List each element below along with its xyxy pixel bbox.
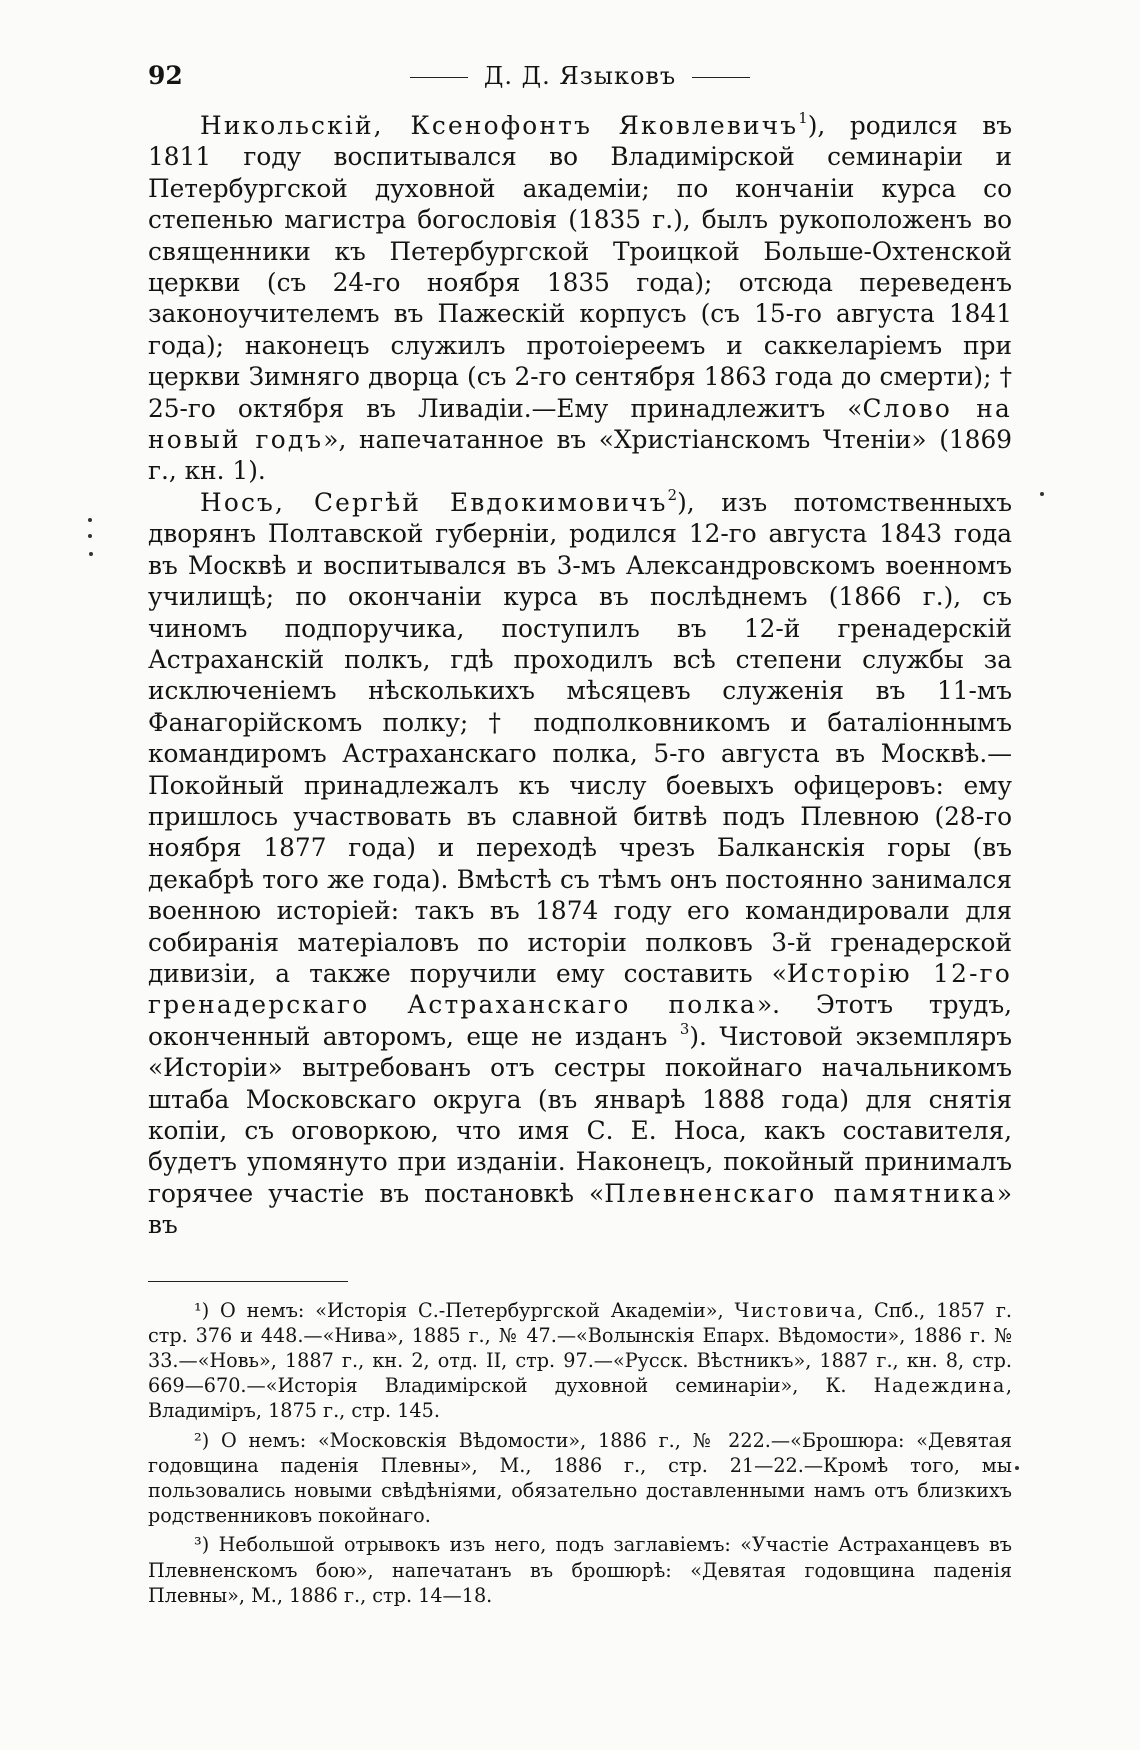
footnote-ref: 3	[679, 1019, 690, 1038]
footnote-author: Чистовича	[734, 1298, 858, 1322]
footnote-text: О немъ: «Московскія Вѣдомости», 1886 г., № 222.—«Брошюра: «Девятая годовщина паденія Плевны», М., 1886 г., стр. 21—22.—Кромѣ того, мы пользовались новыми свѣдѣніями, обязательно доставленными намъ отъ близкихъ родственниковъ покойнаго.	[148, 1428, 1013, 1528]
left-dash-rule	[410, 77, 468, 78]
entry-name: Носъ, Сергѣй Евдокимовичъ	[200, 487, 668, 517]
entry-name: Никольскій, Ксенофонтъ Яковлевичъ	[200, 111, 799, 140]
footnotes	[148, 1298, 1012, 1608]
running-title-text: Д. Д. Языковъ	[483, 62, 677, 90]
running-title	[148, 50, 1012, 102]
margin-speck	[89, 552, 93, 556]
work-title: Слово на новый годъ	[148, 393, 1012, 455]
footnote-1	[148, 1298, 1012, 1424]
footnote-2	[148, 1428, 1012, 1529]
entry-text-mid2: ). Чистовой экземпляръ «Исторіи» вытребованъ отъ сестры покойнаго начальникомъ штаба Московскаго округа (въ январѣ 1888 года) для снятія копіи, съ оговоркою, что имя С. Е. Носа, какъ составителя, будетъ упомянуто при изданіи. Наконецъ, покойный принималъ горячее участіе въ постановкѣ «	[148, 1021, 1012, 1208]
margin-speck	[88, 534, 92, 538]
footnote-mark: ¹)	[194, 1298, 221, 1322]
footnote-separator	[148, 1281, 348, 1282]
entry-nikolsky	[148, 110, 1012, 487]
page-header	[148, 50, 1012, 102]
main-text	[148, 110, 1012, 1241]
entry-text-end: » въ	[148, 1178, 1012, 1240]
margin-speck	[1040, 492, 1044, 496]
margin-speck	[1015, 1466, 1019, 1470]
entry-text: ), изъ потомственныхъ дворянъ Полтавской губерніи, родился 12-го августа 1843 года въ Москвѣ и воспитывался въ 3-мъ Александровскомъ военномъ училищѣ; по окончаніи курса въ послѣднемъ (1866 г.), съ чиномъ подпоручика, поступилъ въ 12-й гренадерскій Астраханскій полкъ, гдѣ проходилъ всѣ степени службы за исключеніемъ нѣсколькихъ мѣсяцевъ служенія въ 11-мъ Фанагорійскомъ полку; † подполковникомъ и баталіоннымъ командиромъ Астраханскаго полка, 5-го августа въ Москвѣ.—Покойный принадлежалъ къ числу боевыхъ офицеровъ: ему пришлось участвовать въ славной битвѣ подъ Плевною (28-го ноября 1877 года) и переходѣ чрезъ Балканскія горы (въ декабрѣ того же года). Вмѣстѣ съ тѣмъ онъ постоянно занимался военною исторіей: такъ въ 1874 году его командировали для собиранія матеріаловъ по исторіи полковъ 3-й гренадерской дивизіи, а также поручили ему составить «	[148, 487, 1012, 988]
book-page	[148, 50, 1012, 1710]
footnote-text-3: , Владиміръ, 1875 г., стр. 145.	[148, 1374, 1012, 1423]
footnote-text: О немъ: «Исторія С.-Петербургской Академіи»,	[220, 1298, 735, 1322]
monument-title: Плевненскаго памятника	[604, 1178, 997, 1208]
entry-nos	[148, 487, 1012, 1241]
right-dash-rule	[692, 77, 750, 78]
footnote-text-2: , Спб., 1857 г. стр. 376 и 448.—«Нива», 1885 г., № 47.—«Волынскія Епарх. Вѣдомости», 1886 г. № 33.—«Новь», 1887 г., кн. 2, отд. II, стр. 97.—«Русск. Вѣстникъ», 1887 г., кн. 8, стр. 669—670.—«Исторія Владимірской духовной семинаріи», К.	[148, 1298, 1012, 1398]
footnote-3	[148, 1532, 1012, 1608]
entry-text: ), родился въ 1811 году воспитывался во Владимірской семинаріи и Петербургской духовной академіи; по кончаніи курса со степенью магистра богословія (1835 г.), былъ рукоположенъ во священники къ Петербургской Троицкой Больше-Охтенской церкви (съ 24-го ноября 1835 года); отсюда переведенъ законоучителемъ въ Пажескій корпусъ (съ 15-го августа 1841 года); наконецъ служилъ протоіереемъ и саккеларіемъ при церкви Зимняго дворца (съ 2-го сентября 1863 года до смерти); † 25-го октября въ Ливадіи.—Ему принадлежитъ «	[148, 111, 1012, 423]
footnote-ref: 1	[798, 108, 808, 127]
footnote-mark: ²)	[194, 1428, 221, 1452]
footnote-ref: 2	[667, 485, 678, 504]
entry-text-end: », напечатанное въ «Христіанскомъ Чтеніи» (1869 г., кн. 1).	[148, 425, 1013, 486]
footnote-author-2: Надеждина	[873, 1374, 1006, 1398]
work-title: Исторію 12-го гренадерскаго Астраханскаго полка	[148, 958, 1012, 1020]
footnote-text: Небольшой отрывокъ изъ него, подъ заглавіемъ: «Участіе Астраханцевъ въ Плевненскомъ бою», напечатанъ въ брошюрѣ: «Девятая годовщина паденія Плевны», М., 1886 г., стр. 14—18.	[148, 1533, 1012, 1607]
margin-speck	[88, 518, 92, 522]
entry-text-mid: ». Этотъ трудъ, оконченный авторомъ, еще не изданъ	[148, 990, 1012, 1051]
footnote-mark: ³)	[194, 1533, 219, 1557]
page-number: 92	[148, 61, 183, 90]
